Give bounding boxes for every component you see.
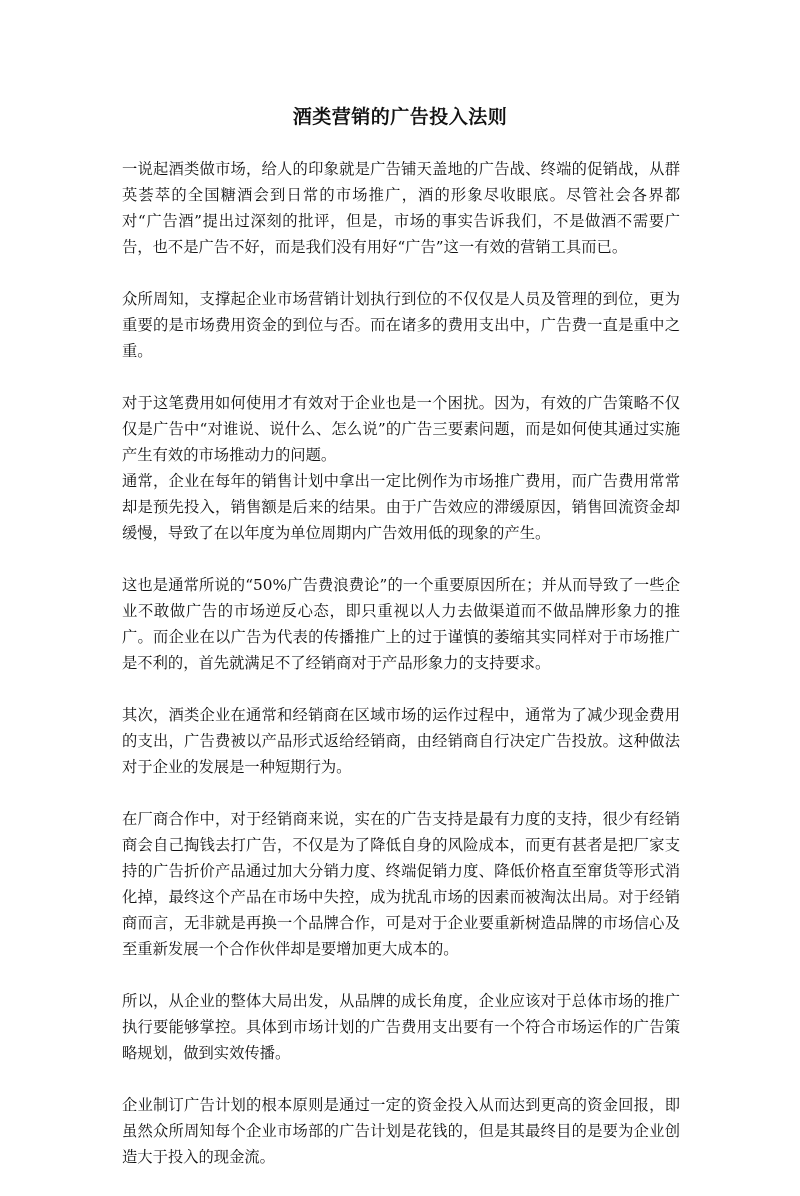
- paragraph-principle: 企业制订广告计划的根本原则是通过一定的资金投入从而达到更高的资金回报，即虽然众所周知每个企业市场部的广告计划是花钱的，但是其最终目的是要为企业创造大于投入的现金流。: [122, 1096, 680, 1166]
- paragraph-strategy: 对于这笔费用如何使用才有效对于企业也是一个困扰。因为，有效的广告策略不仅仅是广告中“对谁说、说什么、怎么说”的广告三要素问题，而是如何使其通过实施产生有效的市场推动力的问题。: [122, 394, 680, 464]
- paragraph-intro: 一说起酒类做市场，给人的印象就是广告铺天盖地的广告战、终端的促销战，从群英荟萃的全国糖酒会到日常的市场推广，酒的形象尽收眼底。尽管社会各界都对“广告酒”提出过深刻的批评，但是，市场的事实告诉我们，不是做酒不需要广告，也不是广告不好，而是我们没有用好“广告”这一有效的营销工具而已。: [122, 160, 680, 256]
- paragraph-budget: 通常，企业在每年的销售计划中拿出一定比例作为市场推广费用，而广告费用常常却是预先投入，销售额是后来的结果。由于广告效应的滞缓原因，销售回流资金却缓慢，导致了在以年度为单位周期内广告效用低的现象的产生。: [122, 472, 680, 542]
- paragraph-funding: 众所周知，支撑起企业市场营销计划执行到位的不仅仅是人员及管理的到位，更为重要的是市场费用资金的到位与否。而在诸多的费用支出中，广告费一直是重中之重。: [122, 290, 680, 360]
- paragraph-waste-theory: 这也是通常所说的“50%广告费浪费论”的一个重要原因所在；并从而导致了一些企业不敢做广告的市场逆反心态，即只重视以人力去做渠道而不做品牌形象力的推广。而企业在以广告为代表的传播推广上的过于谨慎的萎缩其实同样对于市场推广是不利的，首先就满足不了经销商对于产品形象力的支持要求。: [122, 576, 680, 672]
- paragraph-cooperation: 在厂商合作中，对于经销商来说，实在的广告支持是最有力度的支持，很少有经销商会自己掏钱去打广告，不仅是为了降低自身的风险成本，而更有甚者是把厂家支持的广告折价产品通过加大分销力度、终端促销力度、降低价格直至窜货等形式消化掉，最终这个产品在市场中失控，成为扰乱市场的因素而被淘汰出局。对于经销商而言，无非就是再换一个品牌合作，可是对于企业要重新树造品牌的市场信心及至重新发展一个合作伙伴却是要增加更大成本的。: [122, 810, 680, 958]
- paragraph-distributor-returns: 其次，酒类企业在通常和经销商在区域市场的运作过程中，通常为了减少现金费用的支出，广告费被以产品形式返给经销商，由经销商自行决定广告投放。这种做法对于企业的发展是一种短期行为。: [122, 706, 680, 776]
- paragraph-control: 所以，从企业的整体大局出发，从品牌的成长角度，企业应该对于总体市场的推广执行要能够掌控。具体到市场计划的广告费用支出要有一个符合市场运作的广告策略规划，做到实效传播。: [122, 992, 680, 1062]
- document-title: 酒类营销的广告投入法则: [292, 106, 508, 128]
- document-body: [122, 156, 680, 1196]
